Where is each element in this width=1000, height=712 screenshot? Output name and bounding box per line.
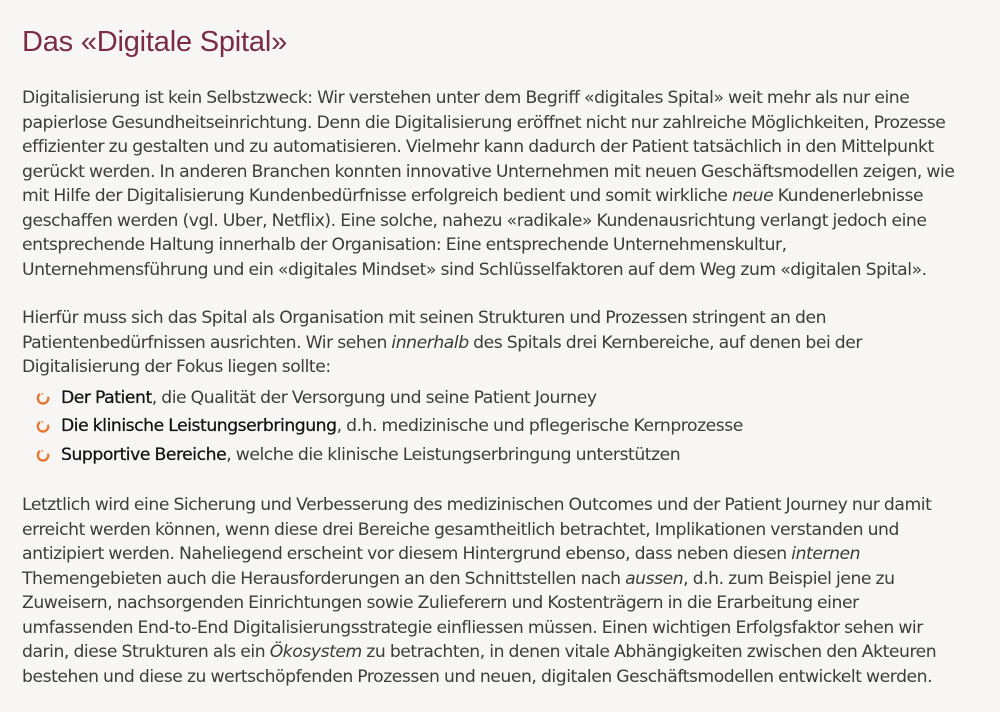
paragraph-intro-emphasis: neue <box>732 186 774 206</box>
list-item <box>36 412 970 441</box>
list-item-rest: , d.h. medizinische und pflegerische Kernprozesse <box>336 416 743 436</box>
list-item <box>36 441 970 470</box>
paragraph-conclusion-text-4: zu betrachten, in denen vitale Abhängigkeiten zwischen den Akteuren bestehen und diese zu wertschöpfenden Prozessen und neuen, digitalen Geschäftsmodellen entwickelt werden. <box>22 642 937 687</box>
paragraph-focus-text-1: Hierfür muss sich das Spital als Organisation mit seinen Strukturen und Prozessen stringent an den Patientenbedürfnissen ausrichten. Wir sehen <box>22 308 827 353</box>
list-item-bold: Der Patient <box>61 387 152 408</box>
orange-swirl-icon <box>36 449 50 463</box>
core-areas-list <box>22 384 970 470</box>
paragraph-conclusion-text-1: Letztlich wird eine Sicherung und Verbesserung des medizinischen Outcomes und der Patient Journey nur damit erreicht werden können, wenn diese drei Bereiche gesamtheitlich betrachtet, Implikationen verstanden und antizipiert werden. Naheliegend erscheint vor diesem Hintergrund ebenso, dass neben diesen <box>22 495 932 564</box>
paragraph-conclusion-emphasis-1: internen <box>791 544 861 564</box>
paragraph-conclusion <box>22 493 970 689</box>
paragraph-conclusion-text-3: , d.h. zum Beispiel jene zu Zuweisern, nachsorgenden Einrichtungen sowie Zulieferern und Kostenträgern in die Erarbeitung einer umfassenden End-to-End Digitalisierungsstrategie einfliessen müssen. Einen wichtigen Erfolgsfaktor sehen wir darin, diese Strukturen als ein <box>22 568 923 662</box>
paragraph-conclusion-emphasis-3: Ökosystem <box>269 642 362 662</box>
paragraph-conclusion-emphasis-2: aussen <box>625 568 684 589</box>
paragraph-intro-text-1: Digitalisierung ist kein Selbstzweck: Wir verstehen unter dem Begriff «digitales Spital» weit mehr als nur eine papierlose Gesundheitseinrichtung. Denn die Digitalisierung eröffnet nicht nur zahlreiche Möglichkeiten, Prozesse effizienter zu gestalten und zu automatisieren. Vielmehr kann dadurch der Patient tatsächlich in den Mittelpunkt gerückt werden. In anderen Branchen konnten innovative Unternehmen mit neuen Geschäftsmodellen zeigen, wie mit Hilfe der Digitalisierung Kundenbedürfnisse erfolgreich bedient und somit wirkliche <box>22 88 955 206</box>
list-item <box>36 384 970 413</box>
list-item-bold: Die klinische Leistungserbringung <box>61 416 337 436</box>
list-item-bold: Supportive Bereiche <box>61 444 227 465</box>
paragraph-focus-text-2: des Spitals drei Kernbereiche, auf denen bei der Digitalisierung der Fokus liegen sollte: <box>22 332 862 377</box>
list-item-rest: , die Qualität der Versorgung und seine Patient Journey <box>151 387 597 408</box>
page-title: Das «Digitale Spital» <box>22 26 287 58</box>
paragraph-intro-text-2: Kundenerlebnisse geschaffen werden (vgl. Uber, Netflix). Eine solche, nahezu «radikale» Kundenausrichtung verlangt jedoch eine entsprechende Haltung innerhalb der Organisation: Eine entsprechende Unternehmenskultur, Unternehmensführung und ein «digitales Mindset» sind Schlüsselfaktoren auf dem Weg zum «digitalen Spital». <box>22 186 927 280</box>
paragraph-intro <box>22 86 970 282</box>
orange-swirl-icon <box>36 392 50 406</box>
paragraph-focus-emphasis: innerhalb <box>391 332 469 353</box>
paragraph-conclusion-text-2: Themengebieten auch die Herausforderungen an den Schnittstellen nach <box>22 568 626 589</box>
orange-swirl-icon <box>36 420 50 434</box>
paragraph-focus <box>22 306 970 380</box>
list-item-rest: , welche die klinische Leistungserbringung unterstützen <box>226 444 681 465</box>
